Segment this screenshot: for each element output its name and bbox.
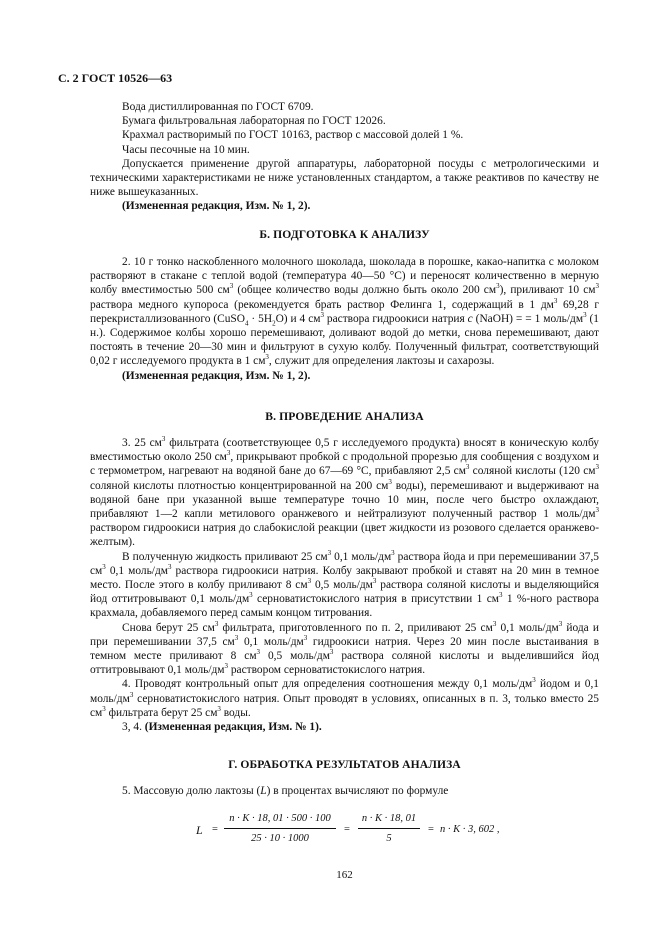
list-item: Часы песочные на 10 мин. xyxy=(122,143,250,156)
fraction-numerator: n · K · 18, 01 xyxy=(358,812,420,829)
equipment-list xyxy=(90,100,599,214)
formula-equals: = xyxy=(212,824,218,835)
section-title-procedure: В. ПРОВЕДЕНИЕ АНАЛИЗА xyxy=(265,410,424,423)
page-header: С. 2 ГОСТ 10526—63 xyxy=(58,71,173,85)
section-procedure-body xyxy=(90,436,599,734)
section-title-results: Г. ОБРАБОТКА РЕЗУЛЬТАТОВ АНАЛИЗА xyxy=(228,758,461,771)
formula-intro: 5. Массовую долю лактозы (L) в процентах вычисляют по формуле xyxy=(122,785,449,797)
amendment-note: (Измененная редакция, Изм. № 1, 2). xyxy=(122,200,311,213)
amendment-note: 3, 4. (Измененная редакция, Изм. № 1). xyxy=(122,721,322,734)
section-title-preparation: Б. ПОДГОТОВКА К АНАЛИЗУ xyxy=(259,228,430,241)
amendment-note: (Измененная редакция, Изм. № 1, 2). xyxy=(122,369,311,382)
paragraph-repeat: Снова берут 25 $см^3$ фильтрата, приготовленного по п. 2, приливают 25 $см^3$ 0,1 моль/$дм^3$ йода и при перемешивании 37,5 $см^3$ 0,1 моль/$дм^3$ гидроокиси натрия. Через 20 мин после выстаивания в темном месте приливают 8 $см^3$ 0,5 моль/$дм^3$ раствора соляной кислоты и выделившийся йод оттитровывают 0,1 моль/$дм^3$ раствором серноватистокислого натрия. xyxy=(90,619,600,677)
formula-result: n · K · 3, 602 , xyxy=(440,824,500,835)
paragraph-4: 4. Проводят контрольный опыт для определения соотношения между 0,1 моль/$дм^3$ йодом и 0,1 моль/$дм^3$ серноватистокислого натрия. Опыт проводят в условиях, описанных в п. 3, только вместо 25 $см^3$ фильтрата берут 25 $см^3$ воды. xyxy=(90,676,599,719)
lactose-formula xyxy=(196,812,506,852)
list-item: Бумага фильтровальная лабораторная по ГОСТ 12026. xyxy=(122,115,386,128)
paragraph-3: 3. 25 $см^3$ фильтрата (соответствующее 0,5 г исследуемого продукта) вносят в коническую колбу вместимостью около 250 $см^3$, прикрывают пробкой с продольной прорезью для сообщения с воздухом и с термометром, нагревают на водяной бане до 67—69 °С, прибавляют 2,5 $см^3$ соляной кислоты (120 $см^3$ соляной кислоты плотностью концентрированной на 200 $см^3$ воды), перемешивают и выдерживают на водяной бане при указанной выше температуре точно 10 мин, после чего быстро охлаждают, прибавляют 1—2 капли метилового оранжевого и нейтрализуют полученный раствор 1 моль/$дм^3$ раствором гидроокиси натрия до слабокислой реакции (цвет жидкости из розового сделается оранжево-желтым). xyxy=(90,435,600,549)
formula-equals: = xyxy=(344,824,350,835)
fraction-denominator: 5 xyxy=(386,833,392,845)
list-item: Крахмал растворимый по ГОСТ 10163, раствор с массовой долей 1 %. xyxy=(122,129,464,142)
intro-paragraph: Допускается применение другой аппаратуры, лабораторной посуды с метрологическими и техническими характеристиками не ниже установленных стандартом, а также реактивов по качеству не ниже вышеуказанных. xyxy=(90,157,599,199)
paragraph-2: 2. 10 г тонко наскобленного молочного шоколада, шоколада в порошке, какао-напитка с молоком растворяют в стакане с теплой водой (температура 40—50 °С) и переносят количественно в мерную колбу вместимостью 500 $см^3$ (общее количество воды должно быть около 200 $см^3$), приливают 10 $см^3$ раствора медного купороса (рекомендуется брать раствор Фелинга 1, содержащий в 1 $дм^3$ 69,28 г перекристаллизованного (CuSO$_4$ · $5H_2O$) и 4 $см^3$ раствора гидроокиси натрия c (NaOH) = = 1 моль/$дм^3$ (1 н.). Содержимое колбы хорошо перемешивают, доливают водой до метки, снова перемешивают, дают постоять в течение 20—30 мин и фильтруют в сухую колбу. Полученный фильтрат, соответствующий 0,02 г исследуемого продукта в 1 $см^3$, служит для определения лактозы и сахарозы. xyxy=(90,256,599,368)
list-item: Вода дистиллированная по ГОСТ 6709. xyxy=(122,101,314,113)
section-results-body xyxy=(90,784,599,798)
formula-fraction-2 xyxy=(358,812,420,846)
paragraph-iodine: В полученную жидкость приливают 25 $см^3$ 0,1 моль/$дм^3$ раствора йода и при перемешивании 37,5 $см^3$ 0,1 моль/$дм^3$ раствора гидроокиси натрия. Колбу закрывают пробкой и ставят на 20 мин в темное место. После этого в колбу приливают 8 $см^3$ 0,5 моль/$дм^3$ раствора соляной кислоты и выделяющийся йод оттитровывают 0,1 моль/$дм^3$ серноватистокислого натрия в присутствии 1 $см^3$ 1 %-ного раствора крахмала, добавляемого перед самым концом титрования. xyxy=(90,548,600,620)
formula-lhs: L xyxy=(196,823,203,837)
formula-fraction-1 xyxy=(224,812,336,846)
fraction-denominator: 25 · 10 · 1000 xyxy=(251,833,309,845)
fraction-numerator: n · K · 18, 01 · 500 · 100 xyxy=(224,812,336,829)
formula-equals: = xyxy=(428,824,434,835)
section-preparation-body xyxy=(90,255,599,383)
page-number: 162 xyxy=(336,869,353,881)
